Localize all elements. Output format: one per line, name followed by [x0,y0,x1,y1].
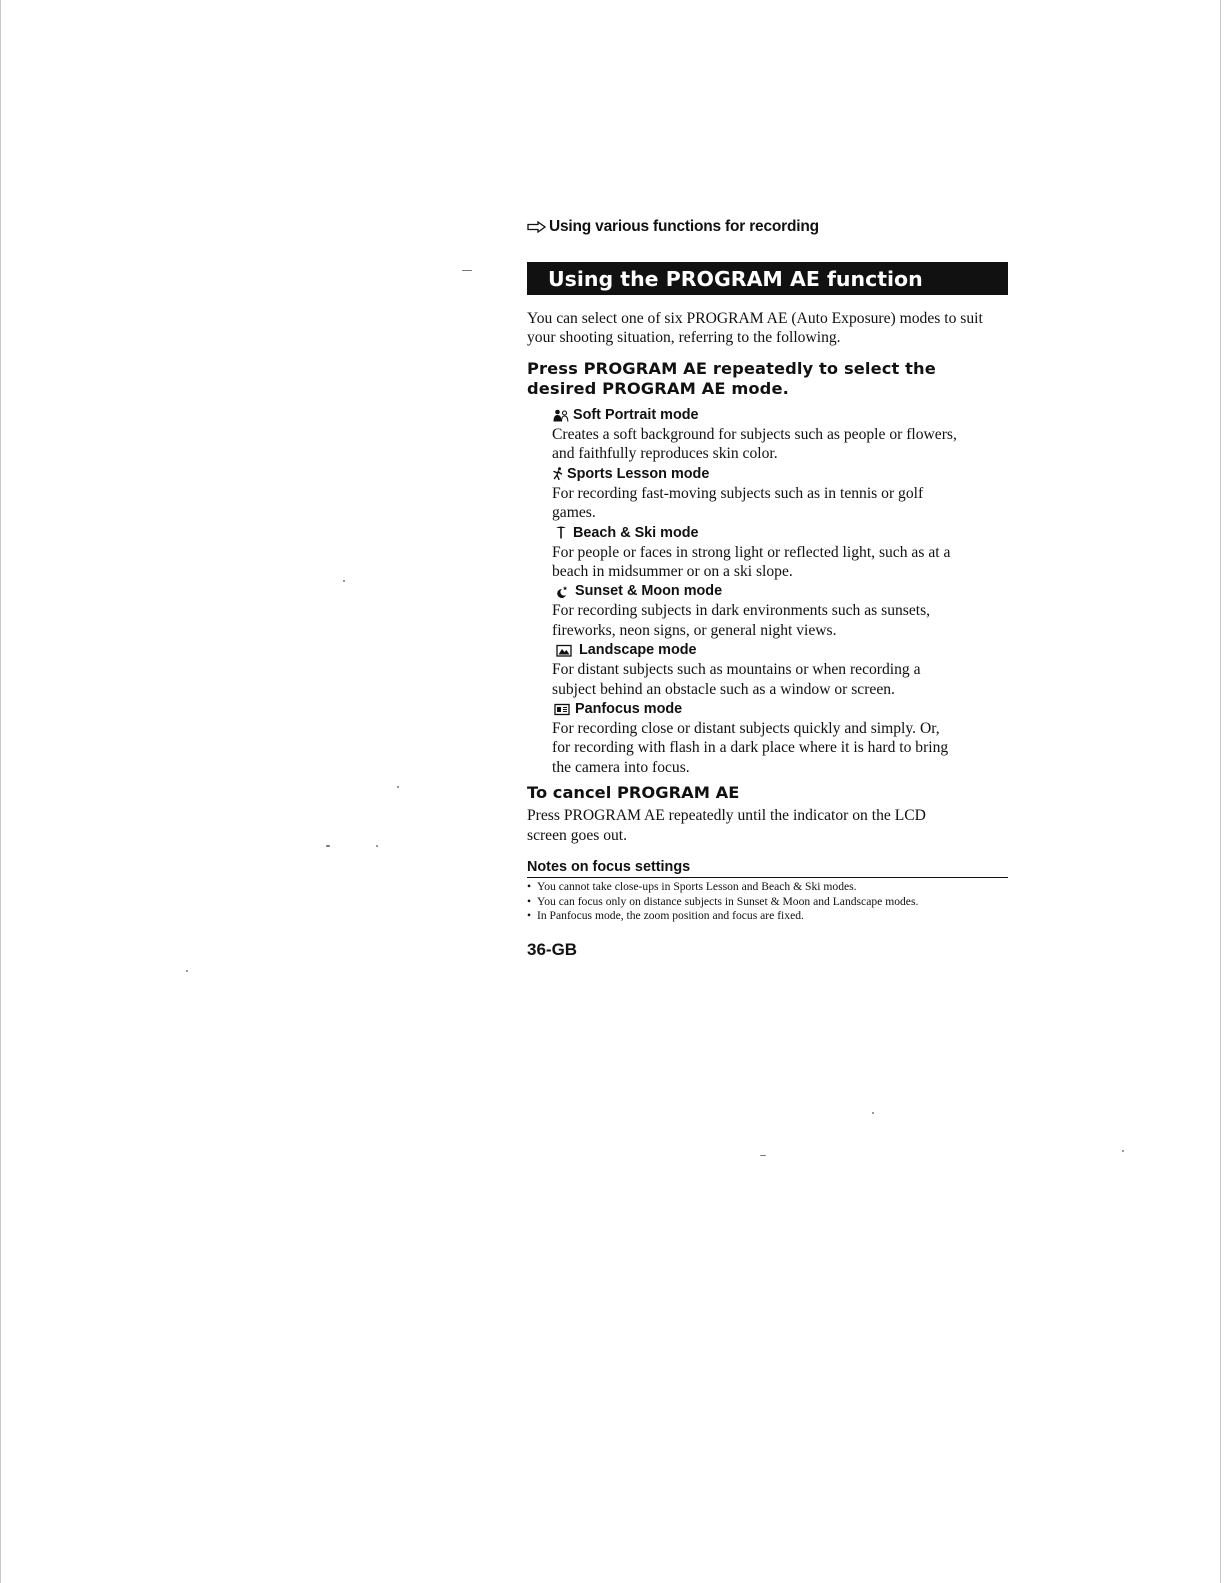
mode-title: Landscape mode [579,642,697,659]
mode-heading [552,464,1008,484]
mode-title: Beach & Ski mode [573,524,699,541]
beach-ski-icon [552,526,570,540]
mode-description [552,660,1008,699]
mode-description-line: fireworks, neon signs, or general night views. [552,621,837,639]
mode-description-line: For recording close or distant subjects quickly and simply. Or, [552,720,940,738]
scan-speck [397,786,399,788]
cancel-text-line: Press PROGRAM AE repeatedly until the indicator on the LCD [527,807,926,825]
breadcrumb-text: Using various functions for recording [549,218,819,235]
mode-description-line: subject behind an obstacle such as a window or screen. [552,680,895,698]
page-title-text: Using the PROGRAM AE function [548,266,923,291]
note-item: • In Panfocus mode, the zoom position and focus are fixed. [527,909,1008,924]
mode-description-line: games. [552,504,596,522]
scan-speck [343,580,345,582]
note-item: • You can focus only on distance subjects in Sunset & Moon and Landscape modes. [527,895,1008,910]
scan-speck [872,1112,874,1114]
sports-lesson-icon [552,467,564,481]
mode-heading [552,405,1008,425]
sunset-moon-icon [552,584,572,598]
mode-item [552,699,1008,777]
page-edge-left [0,0,1,1583]
mode-heading [552,581,1008,601]
mode-description-line: the camera into focus. [552,758,690,776]
notes-heading: Notes on focus settings [527,858,1008,878]
landscape-icon [552,643,576,657]
scan-speck [462,270,472,271]
page-title [527,262,1008,295]
scan-speck [376,845,378,847]
mode-description [552,484,1008,523]
mode-description-line: For recording fast-moving subjects such as in tennis or golf [552,484,924,502]
mode-item [552,523,1008,582]
mode-description [552,543,1008,582]
mode-item [552,581,1008,640]
content-column [527,216,1008,960]
mode-item [552,640,1008,699]
mode-description-line: For people or faces in strong light or reflected light, such as at a [552,543,951,561]
mode-description [552,719,1008,777]
mode-description [552,601,1008,640]
scan-speck [186,970,188,972]
mode-item [552,405,1008,464]
mode-description-line: beach in midsummer or on a ski slope. [552,563,793,581]
mode-heading [552,523,1008,543]
soft-portrait-icon [552,408,570,422]
mode-list [552,405,1008,777]
page-edge-right [1220,0,1221,1583]
mode-heading [552,640,1008,660]
mode-title: Panfocus mode [575,701,683,718]
scan-speck [1122,1150,1124,1152]
scan-speck [326,845,330,847]
mode-description [552,425,1008,464]
step-instruction: Press PROGRAM AE repeatedly to select the desired PROGRAM AE mode. [527,359,936,398]
note-item: • You cannot take close-ups in Sports Lesson and Beach & Ski modes. [527,880,1008,895]
arrow-right-icon [527,221,546,233]
mode-title: Soft Portrait mode [573,407,699,423]
breadcrumb [527,216,1008,238]
mode-item [552,464,1008,523]
notes-list [527,880,1008,924]
cancel-text [527,806,1008,845]
mode-heading [552,699,1008,719]
mode-description-line: and faithfully reproduces skin color. [552,445,778,463]
scan-speck [760,1155,766,1156]
panfocus-icon [552,702,572,716]
mode-description-line: Creates a soft background for subjects such as people or flowers, [552,426,957,443]
mode-title: Sunset & Moon mode [575,583,723,600]
mode-description-line: For recording subjects in dark environments such as sunsets, [552,602,931,620]
cancel-heading: To cancel PROGRAM AE [527,783,740,803]
mode-description-line: For distant subjects such as mountains or when recording a [552,661,921,679]
mode-description-line: for recording with flash in a dark place where it is hard to bring [552,739,949,757]
intro-paragraph: You can select one of six PROGRAM AE (Auto Exposure) modes to suit your shooting situation, referring to the following. [527,310,983,346]
cancel-text-line: screen goes out. [527,826,628,844]
page-number: 36-GB [527,939,578,959]
mode-title: Sports Lesson mode [567,465,710,482]
